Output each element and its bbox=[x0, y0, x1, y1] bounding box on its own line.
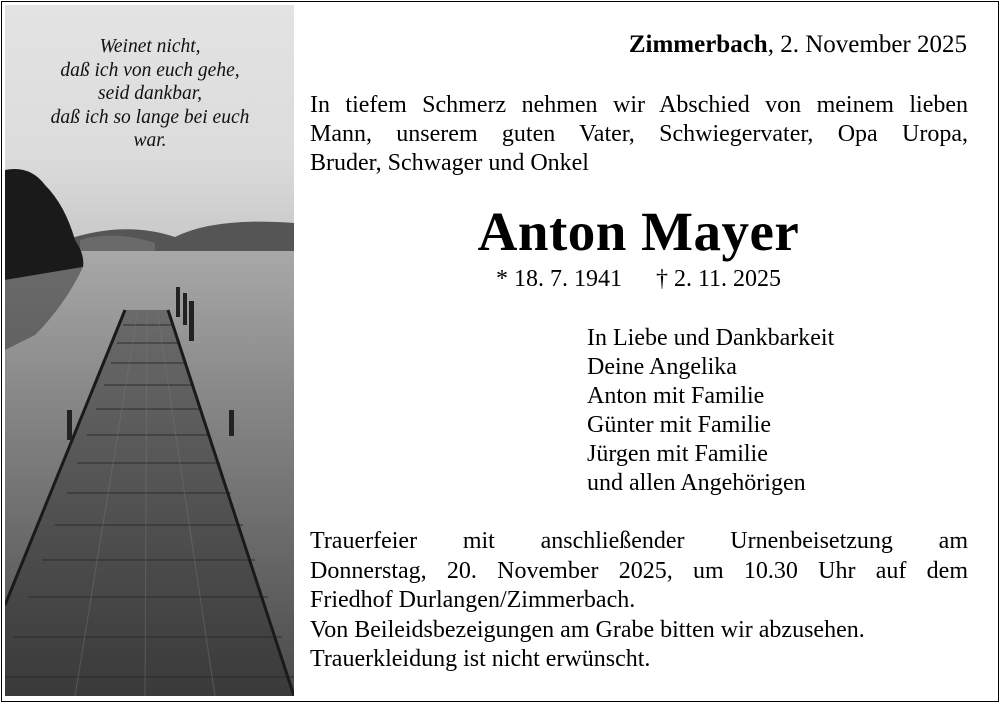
service-line: Donnerstag, 20. November 2025, um 10.30 Uhr auf dem bbox=[310, 557, 968, 584]
family-line: Deine Angelika bbox=[587, 354, 737, 380]
family-line: In Liebe und Dankbarkeit bbox=[587, 325, 835, 351]
intro-line: In tiefem Schmerz nehmen wir Abschied von meinem lieben bbox=[310, 92, 968, 118]
jetty-lake-photo bbox=[5, 5, 294, 696]
service-line: Friedhof Durlangen/Zimmerbach. bbox=[310, 587, 636, 613]
service-line: Trauerkleidung ist nicht erwünscht. bbox=[310, 646, 651, 672]
funeral-service-info bbox=[310, 527, 968, 675]
family-line: Jürgen mit Familie bbox=[587, 441, 768, 467]
service-line: Von Beileidsbezeigungen am Grabe bitten wir abzusehen. bbox=[310, 616, 865, 643]
place-name: Zimmerbach bbox=[628, 31, 768, 58]
notice-date: , 2. November 2025 bbox=[767, 31, 967, 58]
quote-line: daß ich so lange bei euch bbox=[50, 106, 250, 128]
death-date: † 2. 11. 2025 bbox=[655, 266, 782, 292]
service-line: Trauerfeier mit anschließender Urnenbeisetzung am bbox=[310, 528, 968, 554]
life-dates bbox=[302, 264, 975, 294]
place-and-date bbox=[307, 30, 967, 60]
birth-date: * 18. 7. 1941 bbox=[495, 266, 622, 292]
memorial-quote bbox=[15, 35, 285, 153]
family-line: und allen Angehörigen bbox=[587, 470, 806, 496]
intro-line: Bruder, Schwager und Onkel bbox=[310, 150, 589, 176]
intro-line: Mann, unserem guten Vater, Schwiegervater, Opa Uropa, bbox=[310, 121, 968, 147]
quote-line: Weinet nicht, bbox=[99, 36, 201, 57]
quote-line: daß ich von euch gehe, bbox=[60, 59, 240, 81]
deceased-name: Anton Mayer bbox=[477, 201, 800, 262]
quote-line: seid dankbar, bbox=[98, 83, 202, 104]
quote-line: war. bbox=[133, 130, 167, 151]
intro-text bbox=[310, 91, 968, 178]
family-signature bbox=[587, 324, 967, 498]
family-line: Günter mit Familie bbox=[587, 412, 771, 438]
family-line: Anton mit Familie bbox=[587, 383, 765, 409]
obituary-notice bbox=[1, 1, 999, 702]
